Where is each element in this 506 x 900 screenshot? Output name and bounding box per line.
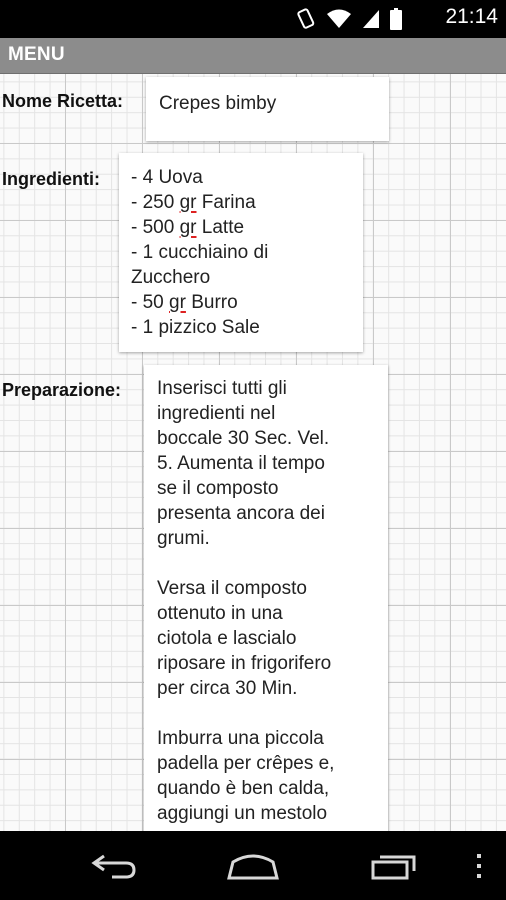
overflow-menu-button[interactable] (470, 849, 488, 883)
back-icon (90, 852, 138, 880)
back-button[interactable] (88, 849, 140, 883)
recipe-content[interactable] (0, 74, 506, 831)
ingredient-line: Zucchero (131, 267, 211, 288)
battery-icon (390, 8, 402, 30)
ingredient-line: - 500 gr Latte (131, 217, 245, 238)
ingredient-line: - 1 pizzico Sale (131, 317, 260, 338)
recipe-name-label: Nome Ricetta: (2, 91, 124, 111)
signal-icon (362, 9, 380, 29)
status-time: 21:14 (445, 5, 498, 28)
overflow-menu-icon (475, 853, 483, 879)
action-bar (0, 38, 506, 74)
ingredient-line: - 250 gr Farina (131, 192, 256, 213)
recipe-name-field[interactable] (146, 77, 389, 141)
status-icons (296, 7, 402, 31)
home-button[interactable] (225, 849, 281, 883)
rotate-icon (296, 8, 316, 30)
status-bar (0, 0, 506, 38)
preparation-text: Inserisci tutti gli ingredienti nel boccale 30 Sec. Vel. 5. Aumenta il tempo se il composto presenta ancora dei grumi. Versa il composto ottenuto in una ciotola e lascialo riposare in frigorifero per circa 30 Min. Imburra una piccola padella per crêpes e, quando è ben calda, aggiungi un mestolo (157, 378, 335, 824)
home-icon (225, 852, 281, 880)
ingredient-line: - 1 cucchiaino di (131, 242, 269, 263)
ingredient-line: - 4 Uova (131, 167, 203, 188)
preparation-field[interactable] (144, 365, 388, 831)
ingredients-field[interactable] (119, 153, 363, 352)
preparation-label: Preparazione: (2, 380, 122, 400)
menu-button[interactable]: MENU (8, 44, 65, 65)
ingredients-label: Ingredienti: (2, 169, 100, 189)
navigation-bar (0, 831, 506, 900)
ingredients-list (119, 153, 363, 340)
recents-icon (370, 851, 422, 881)
recents-button[interactable] (370, 849, 422, 883)
wifi-icon (326, 9, 352, 29)
recipe-name-value: Crepes bimby (159, 93, 277, 114)
ingredient-line: - 50 gr Burro (131, 292, 238, 313)
